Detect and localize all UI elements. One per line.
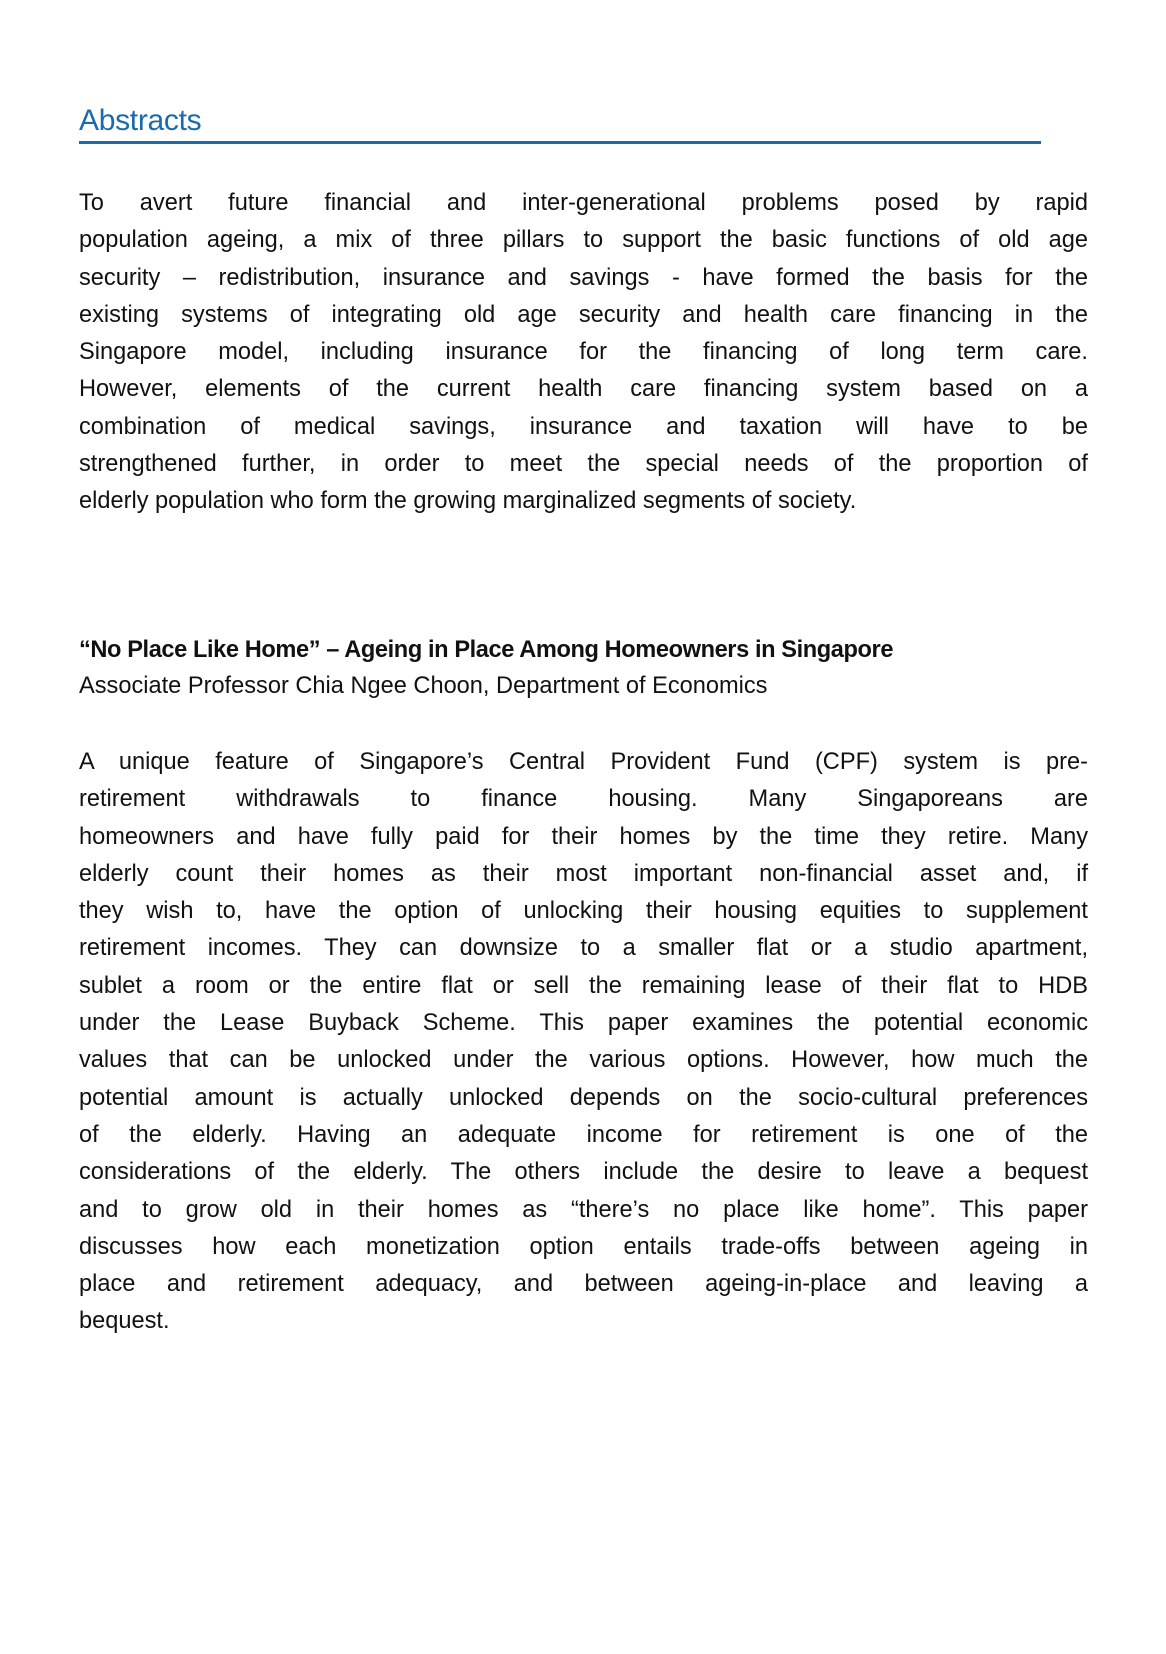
paragraph-line: place and retirement adequacy, and between ageing-in-place and leaving a xyxy=(79,1271,1088,1298)
paragraph-line: elderly population who form the growing marginalized segments of society. xyxy=(79,488,857,515)
paragraph-line: of the elderly. Having an adequate income for retirement is one of the xyxy=(79,1121,1088,1148)
paragraph-line: they wish to, have the option of unlocking their housing equities to supplement xyxy=(79,898,1088,925)
paragraph-line: elderly count their homes as their most important non-financial asset and, if xyxy=(79,860,1088,887)
paragraph-line: sublet a room or the entire flat or sell the remaining lease of their flat to HDB xyxy=(79,972,1088,999)
paragraph-line: However, elements of the current health care financing system based on a xyxy=(79,376,1088,403)
paragraph-line: retirement withdrawals to finance housing. Many Singaporeans are xyxy=(79,786,1088,813)
paragraph-line: potential amount is actually unlocked depends on the socio-cultural preferences xyxy=(79,1084,1088,1111)
paragraph-line: combination of medical savings, insurance and taxation will have to be xyxy=(79,413,1088,440)
abstract-paragraph-2 xyxy=(79,744,1088,1341)
paragraph-line: strengthened further, in order to meet the special needs of the proportion of xyxy=(79,451,1088,478)
paragraph-line: under the Lease Buyback Scheme. This paper examines the potential economic xyxy=(79,1010,1088,1037)
paragraph-line: population ageing, a mix of three pillars to support the basic functions of old age xyxy=(79,227,1088,254)
paragraph-line: values that can be unlocked under the various options. However, how much the xyxy=(79,1047,1088,1074)
section-heading-text: Abstracts xyxy=(79,104,202,137)
paragraph-line: Singapore model, including insurance for the financing of long term care. xyxy=(79,339,1088,366)
abstract-paragraph-1 xyxy=(79,185,1088,521)
paragraph-line: To avert future financial and inter-generational problems posed by rapid xyxy=(79,190,1088,216)
paper-title: “No Place Like Home” – Ageing in Place Among Homeowners in Singapore xyxy=(79,637,894,663)
paragraph-line: A unique feature of Singapore’s Central Provident Fund (CPF) system is pre- xyxy=(79,749,1088,775)
paragraph-line: existing systems of integrating old age security and health care financing in the xyxy=(79,301,1088,328)
paper-author: Associate Professor Chia Ngee Choon, Department of Economics xyxy=(79,673,768,699)
paragraph-line: and to grow old in their homes as “there’s no place like home”. This paper xyxy=(79,1196,1088,1223)
section-heading xyxy=(79,104,1041,144)
paragraph-line: homeowners and have fully paid for their homes by the time they retire. Many xyxy=(79,823,1088,850)
heading-underline xyxy=(79,141,1041,144)
paragraph-line: bequest. xyxy=(79,1308,170,1335)
paragraph-line: security – redistribution, insurance and savings - have formed the basis for the xyxy=(79,264,1088,291)
paragraph-line: retirement incomes. They can downsize to a smaller flat or a studio apartment, xyxy=(79,935,1088,962)
paragraph-line: considerations of the elderly. The others include the desire to leave a bequest xyxy=(79,1159,1088,1186)
paragraph-line: discusses how each monetization option entails trade-offs between ageing in xyxy=(79,1233,1088,1260)
